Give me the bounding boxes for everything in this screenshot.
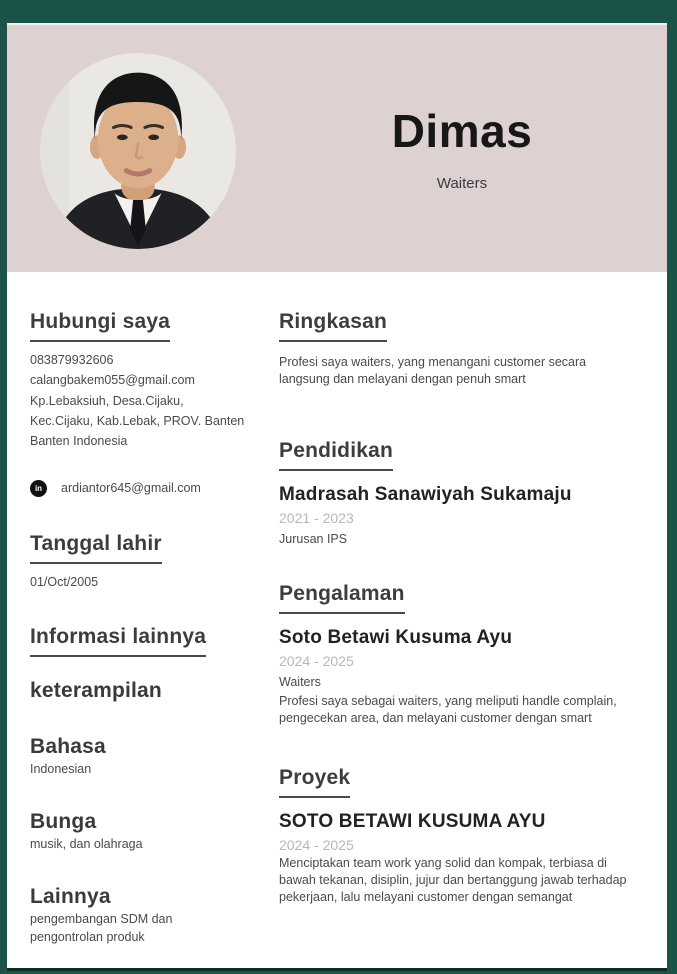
project-name: SOTO BETAWI KUSUMA AYU [279,810,546,832]
education-period: 2021 - 2023 [279,509,354,526]
portrait-illustration [40,53,236,249]
interests-value: musik, dan olahraga [30,837,143,851]
address-line: Kec.Cijaku, Kab.Lebak, PROV. Banten [30,413,245,428]
interests-label: Bunga [30,810,97,833]
experience-description: Profesi saya sebagai waiters, yang meliputi handle complain, pengecekan area, dan melayani customer dengan smart [279,694,617,726]
skills-label: keterampilan [30,678,162,702]
education-major: Jurusan IPS [279,531,348,546]
experience-role: Waiters [279,674,321,689]
education-heading: Pendidikan [279,439,393,471]
phone-number: 083879932606 [30,353,114,367]
info-group-language [30,735,279,778]
education-school: Madrasah Sanawiyah Sukamaju [279,483,572,505]
others-value: pengembangan SDM dan pengontrolan produk [30,912,173,944]
address-line: Kp.Lebaksiuh, Desa.Cijaku, [30,393,184,408]
language-label: Bahasa [30,734,106,758]
profile-photo [40,53,236,249]
birthdate-heading: Tanggal lahir [30,532,162,564]
project-heading: Proyek [279,766,350,798]
contact-heading: Hubungi saya [30,310,170,342]
info-group-others [30,885,279,946]
title-block [292,107,632,192]
project-period: 2024 - 2025 [279,836,354,853]
linkedin-row [30,480,279,497]
summary-heading: Ringkasan [279,310,387,342]
language-value: Indonesian [30,761,92,776]
others-label: Lainnya [30,885,111,909]
address-line: Banten Indonesia [30,434,128,448]
experience-period: 2024 - 2025 [279,652,354,669]
other-info-heading: Informasi lainnya [30,625,206,657]
resume-header [7,23,667,272]
person-name: Dimas [391,105,533,157]
info-group-interests [30,810,279,853]
left-column [7,272,279,946]
person-job-title: Waiters [436,175,488,193]
linkedin-icon: in [30,480,47,497]
resume-page [7,23,667,968]
contact-block [30,352,268,450]
project-description: Menciptakan team work yang solid dan kompak, terbiasa di bawah tekanan, disiplin, jujur dan bertanggung jawab terhadap pekerjaan, lalu melayani customer dengan semangat [279,855,627,904]
email-address: calangbakem055@gmail.com [30,373,195,388]
linkedin-email: ardiantor645@gmail.com [61,481,201,496]
right-column [279,272,667,946]
summary-text: Profesi saya waiters, yang menangani customer secara langsung dan melayani dengan penuh smart [279,355,587,387]
experience-company: Soto Betawi Kusuma Ayu [279,626,513,648]
birthdate-value: 01/Oct/2005 [30,574,99,589]
content-columns [7,272,667,946]
experience-heading: Pengalaman [279,582,405,614]
